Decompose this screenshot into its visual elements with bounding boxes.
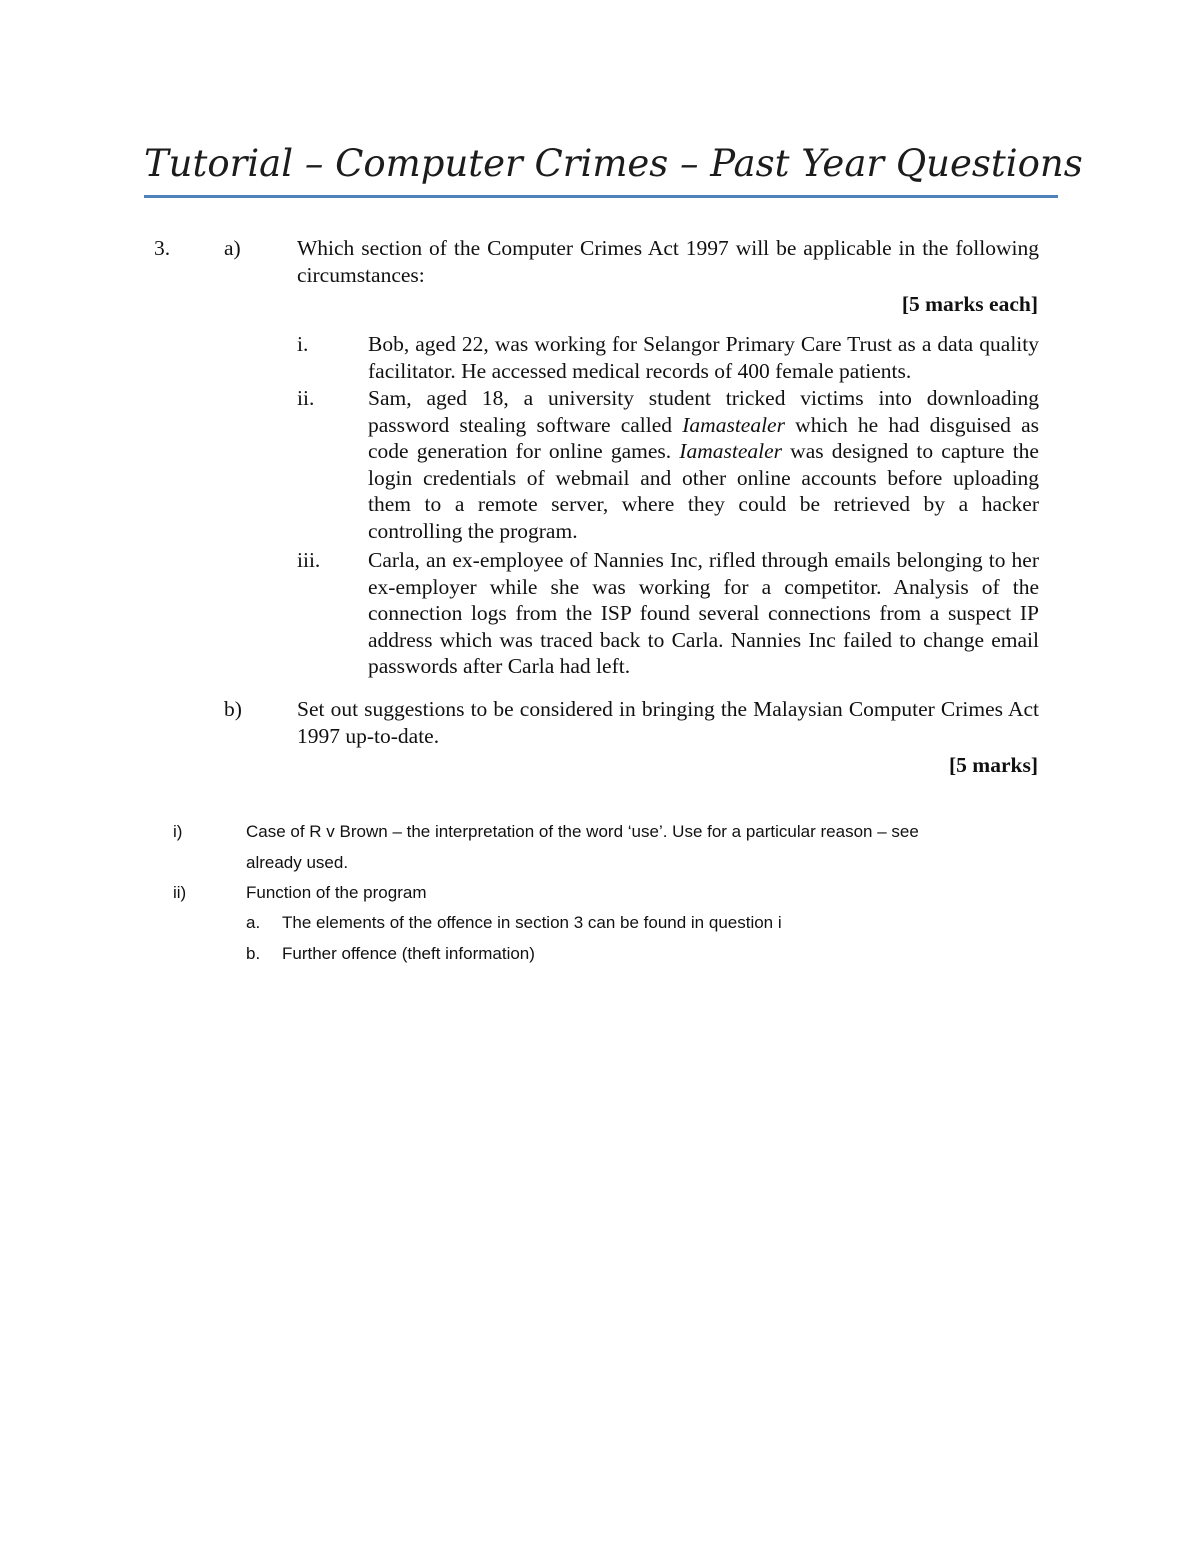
item-ii-text-part1: Sam, aged 18, a university student tricked victims into downloading password stealing software called — [368, 386, 1039, 437]
page-title: Tutorial – Computer Crimes – Past Year Questions — [144, 142, 1083, 185]
item-ii-text — [368, 385, 1039, 544]
note-i-text-line1: Case of R v Brown – the interpretation of the word ‘use’. Use for a particular reason – see — [246, 822, 919, 841]
note-ii-a-label: a. — [246, 913, 261, 932]
item-i-label: i. — [297, 332, 309, 356]
note-ii-label: ii) — [173, 883, 187, 902]
note-i-label: i) — [173, 822, 183, 841]
note-ii-b-text: Further offence (theft information) — [282, 944, 535, 963]
part-a-question: Which section of the Computer Crimes Act 1997 will be applicable in the following circumstances: — [297, 236, 1039, 287]
item-ii-text-part3: was designed to capture the login credentials of webmail and other online accounts before uploading them to a remote server, where they could be retrieved by a hacker controlling the program. — [368, 439, 1039, 543]
title-divider — [144, 195, 1058, 198]
item-ii-software-name: Iamastealer — [682, 412, 785, 437]
part-b-question: Set out suggestions to be considered in bringing the Malaysian Computer Crimes Act 1997 up-to-date. — [297, 697, 1039, 748]
part-b-marks: [5 marks] — [949, 753, 1038, 777]
part-b-label: b) — [224, 697, 242, 721]
item-i-text: Bob, aged 22, was working for Selangor Primary Care Trust as a data quality facilitator. He accessed medical records of 400 female patients. — [368, 332, 1039, 383]
part-a-label: a) — [224, 236, 241, 260]
item-ii-text-part2: which he had disguised as code generation for online games. — [368, 412, 1040, 463]
note-ii-b-label: b. — [246, 944, 261, 963]
note-ii-text: Function of the program — [246, 883, 427, 902]
note-ii-a-text: The elements of the offence in section 3 can be found in question i — [282, 913, 782, 932]
item-iii-text: Carla, an ex-employee of Nannies Inc, rifled through emails belonging to her ex-employer while she was working for a competitor. Analysis of the connection logs from the ISP found several connections from a suspect IP address which was traced back to Carla. Nannies Inc failed to change email passwords after Carla had left. — [368, 548, 1039, 678]
note-i-text-line2: already used. — [246, 853, 349, 872]
question-number: 3. — [154, 236, 171, 260]
item-ii-label: ii. — [297, 386, 315, 410]
part-a-marks: [5 marks each] — [901, 292, 1038, 316]
item-iii-label: iii. — [297, 548, 321, 572]
item-ii-software-name-2: Iamastealer — [679, 439, 782, 463]
